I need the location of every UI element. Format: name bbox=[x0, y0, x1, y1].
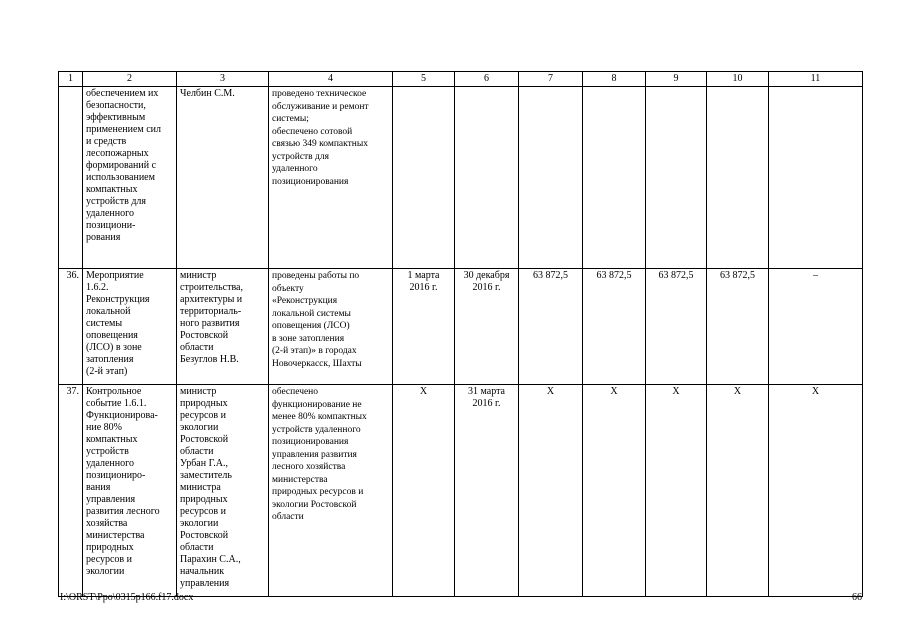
column-header: 10 bbox=[707, 72, 769, 87]
column-header: 2 bbox=[83, 72, 177, 87]
column-header: 9 bbox=[646, 72, 707, 87]
value-cell: Х bbox=[646, 385, 707, 597]
value-cell: Х bbox=[769, 385, 863, 597]
document-table bbox=[58, 71, 863, 597]
page-number: 66 bbox=[852, 592, 862, 603]
table-row bbox=[59, 385, 863, 597]
value-cell: Х bbox=[583, 385, 646, 597]
value-cell: 63 872,5 bbox=[583, 269, 646, 385]
result-cell: обеспечено функционирование не менее 80% компактных устройств удаленного позиционирования управления развития лесного хозяйства министерства природных ресурсов и экологии Ростовской области bbox=[269, 385, 393, 597]
table-row bbox=[59, 269, 863, 385]
table-header-row bbox=[59, 72, 863, 87]
event-cell: обеспечением их безопасности, эффективным применением сил и средств лесопожарных формирований с использованием компактных устройств для удаленного позициони- рования bbox=[83, 87, 177, 269]
result-cell: проведено техническое обслуживание и ремонт системы; обеспечено сотовой связью 349 компактных устройств для удаленного позиционирования bbox=[269, 87, 393, 269]
column-header: 8 bbox=[583, 72, 646, 87]
value-cell: 63 872,5 bbox=[519, 269, 583, 385]
start-date-cell bbox=[393, 87, 455, 269]
responsible-cell: Челбин С.М. bbox=[177, 87, 269, 269]
value-cell: 63 872,5 bbox=[707, 269, 769, 385]
column-header: 5 bbox=[393, 72, 455, 87]
column-header: 6 bbox=[455, 72, 519, 87]
result-cell: проведены работы по объекту «Реконструкция локальной системы оповещения (ЛСО) в зоне затопления (2-й этап)» в городах Новочеркасск, Шахты bbox=[269, 269, 393, 385]
event-cell: Мероприятие 1.6.2. Реконструкция локальной системы оповещения (ЛСО) в зоне затопления (2-й этап) bbox=[83, 269, 177, 385]
end-date-cell bbox=[455, 87, 519, 269]
responsible-cell: министр строительства, архитектуры и территориаль- ного развития Ростовской области Безуглов Н.В. bbox=[177, 269, 269, 385]
column-header: 11 bbox=[769, 72, 863, 87]
end-date-cell: 30 декабря 2016 г. bbox=[455, 269, 519, 385]
value-cell bbox=[519, 87, 583, 269]
column-header: 4 bbox=[269, 72, 393, 87]
row-number: 37. bbox=[59, 385, 83, 597]
table-row bbox=[59, 87, 863, 269]
value-cell: 63 872,5 bbox=[646, 269, 707, 385]
row-number bbox=[59, 87, 83, 269]
value-cell: – bbox=[769, 269, 863, 385]
document-file-path: I:\ORST\Ppo\0315p166.f17.docx bbox=[60, 592, 194, 603]
start-date-cell: 1 марта 2016 г. bbox=[393, 269, 455, 385]
value-cell: Х bbox=[707, 385, 769, 597]
start-date-cell: Х bbox=[393, 385, 455, 597]
value-cell bbox=[583, 87, 646, 269]
column-header: 7 bbox=[519, 72, 583, 87]
column-header: 1 bbox=[59, 72, 83, 87]
column-header: 3 bbox=[177, 72, 269, 87]
responsible-cell: министр природных ресурсов и экологии Ростовской области Урбан Г.А., заместитель министра природных ресурсов и экологии Ростовской области Парахин С.А., начальник управления bbox=[177, 385, 269, 597]
value-cell bbox=[707, 87, 769, 269]
row-number: 36. bbox=[59, 269, 83, 385]
value-cell bbox=[769, 87, 863, 269]
value-cell: Х bbox=[519, 385, 583, 597]
end-date-cell: 31 марта 2016 г. bbox=[455, 385, 519, 597]
event-cell: Контрольное событие 1.6.1. Функционирова- ние 80% компактных устройств удаленного позициониро- вания управления развития лесного хозяйства министерства природных ресурсов и экологии bbox=[83, 385, 177, 597]
value-cell bbox=[646, 87, 707, 269]
